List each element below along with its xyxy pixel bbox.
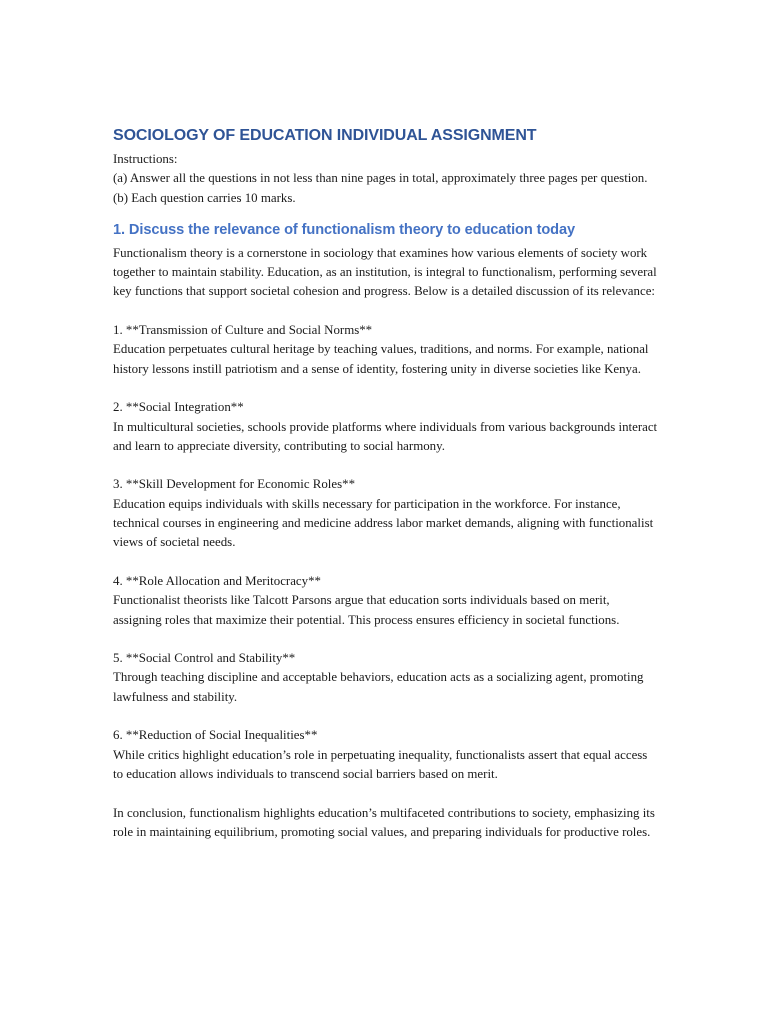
conclusion-paragraph: In conclusion, functionalism highlights education’s multifaceted contributions to society, emphasizing its role in maintaining equilibrium, promoting social values, and preparing individuals for productive roles. [113,805,655,839]
paragraph-spacer [113,302,658,321]
document-title: SOCIOLOGY OF EDUCATION INDIVIDUAL ASSIGNMENT [113,127,537,144]
point-body: Functionalist theorists like Talcott Parsons argue that education sorts individuals based on merit, assigning roles that maximize their potential. This process ensures efficiency in societal functions. [113,593,620,627]
point-title: 1. **Transmission of Culture and Social Norms** [113,323,373,338]
point-item [113,649,658,707]
point-title: 6. **Reduction of Social Inequalities** [113,728,318,743]
point-item [113,572,658,630]
document-body [113,126,658,842]
intro-paragraph: Functionalism theory is a cornerstone in sociology that examines how various elements of society work together to maintain stability. Education, as an institution, is integral to functionalism, performing several key functions that support societal cohesion and progress. Below is a detailed discussion of its relevance: [113,245,657,299]
point-item [113,321,658,379]
point-body: Education perpetuates cultural heritage by teaching values, traditions, and norms. For example, national history lessons instill patriotism and a sense of identity, fostering unity in diverse societies like Kenya. [113,342,649,376]
instruction-b: (b) Each question carries 10 marks. [113,190,296,205]
point-title: 5. **Social Control and Stability** [113,651,296,666]
point-body: Through teaching discipline and acceptable behaviors, education acts as a socializing agent, promoting lawfulness and stability. [113,670,644,704]
point-title: 2. **Social Integration** [113,400,244,415]
point-item [113,398,658,456]
instruction-a: (a) Answer all the questions in not less than nine pages in total, approximately three pages per question. [113,171,648,186]
point-body: While critics highlight education’s role in perpetuating inequality, functionalists assert that equal access to education allows individuals to transcend social barriers based on merit. [113,747,648,781]
paragraph-spacer [113,784,658,803]
point-item [113,726,658,784]
point-title: 4. **Role Allocation and Meritocracy** [113,573,321,588]
question-1-heading: 1. Discuss the relevance of functionalism theory to education today [113,221,576,238]
paragraph-spacer [113,379,658,398]
paragraph-spacer [113,707,658,726]
point-body: In multicultural societies, schools provide platforms where individuals from various backgrounds interact and learn to appreciate diversity, contributing to social harmony. [113,419,658,453]
point-item [113,475,658,552]
instructions-label: Instructions: [113,152,178,166]
point-title: 3. **Skill Development for Economic Roles** [113,477,356,492]
paragraph-spacer [113,630,658,649]
paragraph-spacer [113,456,658,475]
point-body: Education equips individuals with skills necessary for participation in the workforce. For instance, technical courses in engineering and medicine address labor market demands, aligning with functionalist views of societal needs. [113,496,654,550]
paragraph-spacer [113,553,658,572]
